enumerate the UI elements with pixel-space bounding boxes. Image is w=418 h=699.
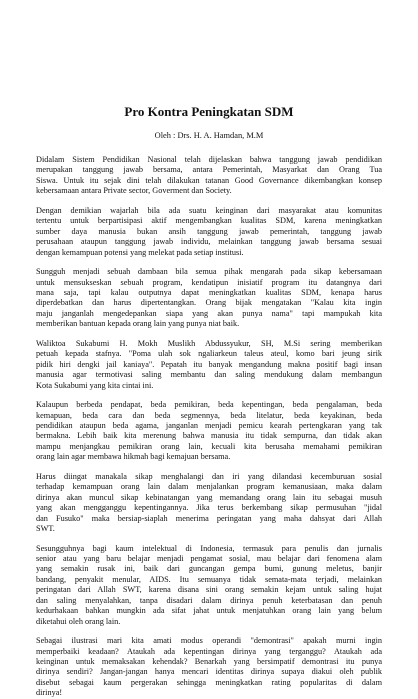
text-line: Sesungguhnya bagi kaum intelektual di Indonesia, termasuk para penulis dan jurnalis	[36, 543, 382, 553]
paragraph	[36, 339, 382, 391]
text-line: keinginan untuk memaksakan kehendak? Benarkah yang bersimpatif demontrasi itu punya	[36, 657, 382, 667]
text-line: diperdebatkan dan harus dipertentangkan. Orang bijak mengatakan "Kalau kita ingin	[36, 298, 382, 308]
text-line: diketahui oleh orang lain.	[36, 616, 121, 626]
text-line: senior atau yang baru belajar menjadi pengamat sosial, mau belajar dari fenomena alam	[36, 553, 382, 563]
text-line: tertentu untuk berpartisipasi aktif mengembangkan kualitas SDM, karena meningkatkan	[36, 216, 382, 226]
text-line: Didalam Sistem Pendidikan Nasional telah dijelaskan bahwa tanggung jawab pendidikan	[36, 155, 382, 164]
paragraph	[36, 472, 382, 535]
text-line: Sungguh menjadi sebuah dambaan bila semua pihak mengarah pada sikap kebersamaan	[36, 267, 382, 277]
text-line: yang semakin rusak ini, baik dari guncangan gempa bumi, gunung meletus, banjir	[36, 564, 382, 574]
text-line: pidik hiri dengki jail kaniaya". Pepatah itu banyak mengandung makna positif bagi insan	[36, 359, 382, 369]
text-line: pendidikan ataupun beda agama, janganlan menjadi pemicu kearah pertengkaran yang tak	[36, 420, 382, 430]
text-line: Kota Sukabumi yang kita cintai ini.	[36, 380, 154, 390]
text-line: untuk mensukseskan sebuah program, kendatipun inisiatif program itu datangnya dari	[36, 277, 382, 287]
paragraph	[36, 155, 382, 197]
text-line: dirinya!	[36, 688, 63, 698]
text-line: dengan kemampuan potensi yang melekat pada setiap institusi.	[36, 247, 244, 257]
document-author: Oleh : Drs. H. A. Hamdan, M.M	[154, 131, 264, 140]
text-line: merupakan tanggung jawab bersama, antara Pemerintah, Masyarkat dan Orang Tua	[36, 165, 382, 175]
text-line: maju janganlah mengedepankan siapa yang akan punya nama" tapi mampukah kita	[36, 308, 382, 318]
text-line: kemapuan, beda cara dan beda segmennya, beda litelatur, beda keyakinan, beda	[36, 410, 382, 420]
text-line: mana saja, tapi kalau outputnya dapat meningkatkan kualitas SDM, kenapa harus	[36, 287, 382, 297]
text-line: SWT.	[36, 524, 55, 534]
paragraph	[36, 400, 382, 463]
text-line: sumber daya manusia bukan ansih tanggung jawab pemerintah, tanggung jawab	[36, 226, 382, 236]
text-line: dirinya sendiri? Jangan-jangan hanya mencari identitas dirinya supaya diakui oleh publik	[36, 667, 382, 677]
text-line: dirinya akan muncul sikap kebinatangan yang memandang orang lain itu sebagai musuh	[36, 492, 382, 502]
text-line: Sebagai ilustrasi mari kita amati modus operandi "demontrasi" apakah murni ingin	[36, 636, 382, 646]
text-line: orang lain agar membawa hikmah bagi kemajuan bersama.	[36, 452, 231, 462]
document-title: Pro Kontra Peningkatan SDM	[124, 104, 294, 119]
text-line: Waliktoa Sukabumi H. Mokh Muslikh Abdussyukur, SH, M.Si sering memberikan	[36, 338, 382, 348]
text-line: disebut sebagai kaum pergerakan sehingga meningkatkan rating popularitas di dalam	[36, 677, 382, 687]
paragraph	[36, 267, 382, 330]
text-line: kebersamaan antara Private sector, Goverment dan Society.	[36, 186, 232, 196]
text-line: Dengan demikian wajarlah bila ada suatu keinginan dari masyarakat atau komunitas	[36, 205, 382, 215]
text-line: terhadap kemampuan orang lain dalam menjalankan program kemanusiaan, maka dalam	[36, 482, 382, 492]
text-line: dan Fusuko" maka bersiap-siaplah menerima peringatan yang maha dahsyat dari Allah	[36, 513, 382, 523]
text-line: bandang, penyakit menular, AIDS. Itu semuanya tidak semata-mata terjadi, melainkan	[36, 574, 382, 584]
text-line: yang akan mengganggu kepentingannya. Jika terus berkembang sikap permusuhan "jidal	[36, 503, 382, 513]
text-line: memperbaiki keadaan? Ataukah ada kepentingan dirinya yang terganggu? Ataukah ada	[36, 646, 382, 656]
paragraph	[36, 636, 382, 699]
text-line: memberikan bantuan kepada orang lain yang punya niat baik.	[36, 319, 240, 329]
text-line: Harus diingat manakala sikap menghalangi dan iri yang dilandasi kecemburuan sosial	[36, 471, 382, 481]
text-line: peringatan dari Allah SWT, karena disana sini orang semakin kejam untuk saling hujat	[36, 585, 382, 595]
text-line: perusahaan ataupun tanggung jawab individu, melainkan tanggung jawab bersama sesuai	[36, 237, 382, 247]
paragraph	[36, 206, 382, 258]
text-line: Kalaupun berbeda pendapat, beda pemikiran, beda kepentingan, beda pengalaman, beda	[36, 400, 382, 410]
paragraph	[36, 544, 382, 628]
text-line: dan saling menyalahkan, tanpa disadari dalam dirinya penuh keterbatasan dan penuh	[36, 595, 382, 605]
text-line: kedurhakaan bahkan mungkin ada sifat jahat untuk menjatuhkan orang lain yang belum	[36, 606, 382, 616]
text-line: bermakna. Lebih baik kita merenung bahwa manusia itu tidak sempurna, dan tidak akan	[36, 431, 382, 441]
text-line: mampu menjangkau pemikiran orang lain, kecuali kita berusaha memahami pemikiran	[36, 441, 382, 451]
text-line: Siswa. Untuk itu sejak dini telah dilakukan tatanan Good Governance dikembangkan konsep	[36, 175, 382, 185]
text-line: manusia agar termotivasi saling membantu dan saling mendukung dalam membangun	[36, 370, 382, 380]
document-body	[36, 155, 382, 699]
text-line: petuah kepada stafnya. "Poma ulah sok ngaliarkeun taleus ateul, komo bari jeung sirik	[36, 349, 382, 359]
